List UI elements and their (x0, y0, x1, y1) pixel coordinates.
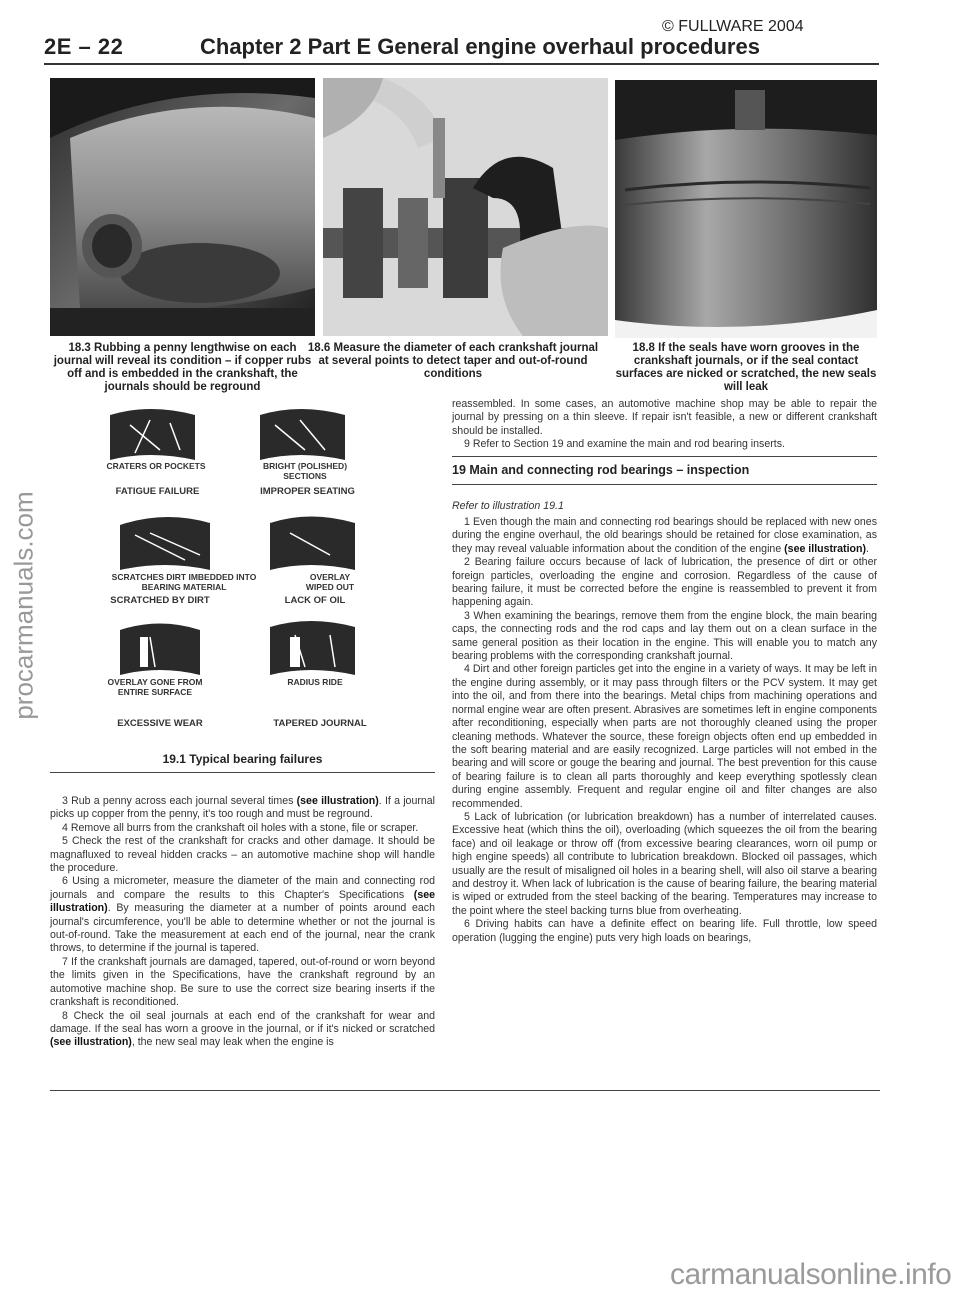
paragraph: 9 Refer to Section 19 and examine the main and rod bearing inserts. (464, 438, 785, 451)
title-scratched-by-dirt: SCRATCHED BY DIRT (110, 595, 210, 606)
bottom-watermark: carmanualsonline.info (670, 1258, 952, 1291)
callout-craters: CRATERS OR POCKETS (106, 461, 206, 471)
paragraph: 6 Using a micrometer, measure the diameter of the main and connecting rod journals and compare the results to this Chapter's Specifications (see illustration). By measuring the diameter at a number of points around each journal's circumference, you'll be able to determine whether or not the journal is out-of-round. Take the measurement at each end of the journal, near the crank throws, to determine if the journal is tapered. (50, 875, 435, 955)
title-fatigue-failure: FATIGUE FAILURE (115, 486, 200, 497)
callout-overlay-gone: OVERLAY GONE FROM ENTIRE SURFACE (107, 677, 203, 697)
refer-note: Refer to illustration 19.1 (452, 500, 564, 512)
photo-caption-18-6: 18.6 Measure the diameter of each crankshaft journal at several points to detect taper and out-of-round conditions (307, 342, 599, 380)
penny-journal-image (50, 78, 315, 336)
photo-caption-18-8: 18.8 If the seals have worn grooves in the crankshaft journals, or if the seal contact surfaces are nicked or scratched, the new seals will leak (615, 342, 877, 393)
page-number: 2E – 22 (44, 34, 124, 59)
paragraph: reassembled. In some cases, an automotive machine shop may be able to repair the journal by pressing on a thin sleeve. If repair isn't feasible, a new or different crankshaft should be installed. (452, 398, 877, 437)
paragraph: 5 Check the rest of the crankshaft for cracks and other damage. It should be magnafluxed to reveal hidden cracks – an automotive machine shop will handle the procedure. (50, 835, 435, 875)
section-heading: 19 Main and connecting rod bearings – inspection (452, 463, 750, 477)
side-watermark-text: procarmanuals.com (8, 491, 39, 720)
title-improper-seating: IMPROPER SEATING (260, 486, 355, 497)
paragraph: 4 Remove all burrs from the crankshaft oil holes with a stone, file or scraper. (62, 821, 419, 834)
figure-caption-19-1: 19.1 Typical bearing failures (162, 752, 323, 766)
chapter-title: Chapter 2 Part E General engine overhaul procedures (200, 34, 760, 59)
figure-rule (50, 772, 435, 773)
bearing-failures-figure (90, 405, 395, 750)
right-column-continuation (452, 398, 877, 452)
micrometer-image (323, 78, 608, 336)
photo-seal-groove (615, 80, 877, 338)
section-rule-top (452, 456, 877, 457)
bottom-rule (50, 1090, 880, 1091)
callout-radius-ride: RADIUS RIDE (287, 677, 343, 687)
paragraph: 3 When examining the bearings, remove them from the engine block, the main bearing caps, the connecting rods and the rod caps and lay them out on a clean surface in the same general position as their location in the engine. This will enable you to match any bearing problems with the corresponding crankshaft journal. (452, 609, 877, 663)
title-excessive-wear: EXCESSIVE WEAR (117, 718, 203, 729)
callout-overlay-wiped: OVERLAY WIPED OUT (305, 572, 355, 592)
paragraph: 7 If the crankshaft journals are damaged, tapered, out-of-round or worn beyond the limits given in the Specifications, have the crankshaft reground by an automotive machine shop. Be sure to use the correct size bearing inserts if the crankshaft is reconditioned. (50, 955, 435, 1009)
callout-polished: BRIGHT (POLISHED) SECTIONS (262, 461, 348, 481)
title-lack-of-oil: LACK OF OIL (284, 595, 346, 606)
section-rule-bottom (452, 484, 877, 485)
photo-penny-journal (50, 78, 315, 336)
side-watermark (4, 390, 39, 810)
paragraph: 1 Even though the main and connecting rod bearings should be replaced with new ones during the engine overhaul, the old bearings should be retained for close examination, as they may reveal valuable information about the condition of the engine (see illustration). (452, 516, 877, 555)
paragraph: 8 Check the oil seal journals at each end of the crankshaft for wear and damage. If the seal has worn a groove in the journal, or if it's nicked or scratched (see illustration), the new seal may leak when the engine is (50, 1009, 435, 1049)
paragraph: 3 Rub a penny across each journal several times (see illustration). If a journal picks up copper from the penny, it's too rough and must be reground. (50, 795, 435, 821)
copyright-notice: © FULLWARE 2004 (662, 18, 804, 35)
photo-caption-18-3: 18.3 Rubbing a penny lengthwise on each journal will reveal its condition – if copper rubs off and is embedded in the crankshaft, the journals should be reground (53, 342, 312, 393)
callout-scratches: SCRATCHES DIRT IMBEDDED INTO BEARING MATERIAL (111, 572, 257, 592)
title-tapered-journal: TAPERED JOURNAL (273, 718, 367, 729)
photo-micrometer (323, 78, 608, 336)
right-column-text (452, 516, 877, 945)
seal-groove-image (615, 80, 877, 338)
header-rule (44, 63, 879, 65)
paragraph: 4 Dirt and other foreign particles get into the engine in a variety of ways. It may be left in the engine during assembly, or it may pass through filters or the PCV system. It may get into the oil, and from there into the bearings. Metal chips from machining operations and normal engine wear are often present. Abrasives are sometimes left in engine components after reconditioning, especially when parts are not thoroughly cleaned using the proper cleaning methods. Whatever the source, these foreign objects often end up embedded in the soft bearing material and are easily recognized. Large particles will not embed in the bearing and will score or gouge the bearing and journal. The best prevention for this cause of bearing failure is to clean all parts thoroughly and keep everything spotlessly clean during engine assembly. Frequent and regular engine oil and filter changes are also recommended. (452, 663, 877, 810)
paragraph: 6 Driving habits can have a definite effect on bearing life. Full throttle, low speed operation (lugging the engine) puts very high loads on bearings, (452, 918, 877, 944)
paragraph: 5 Lack of lubrication (or lubrication breakdown) has a number of interrelated causes. Excessive heat (which thins the oil), overloading (which squeezes the oil from the bearing face) and oil leakage or throw off (from excessive bearing clearances, worn oil pump or high engine speeds) all contribute to lubrication breakdown. Blocked oil passages, which usually are the result of misaligned oil holes in a bearing shell, will also oil starve a bearing and destroy it. When lack of lubrication is the cause of bearing failure, the bearing material is wiped or extruded from the steel backing of the bearing. Temperatures may increase to the point where the steel backing turns blue from overheating. (452, 810, 877, 917)
paragraph: 2 Bearing failure occurs because of lack of lubrication, the presence of dirt or other foreign particles, overloading the engine and corrosion. Regardless of the cause of bearing failure, it must be corrected before the engine is reassembled to prevent it from happening again. (452, 556, 877, 609)
left-column-text (50, 795, 435, 1050)
